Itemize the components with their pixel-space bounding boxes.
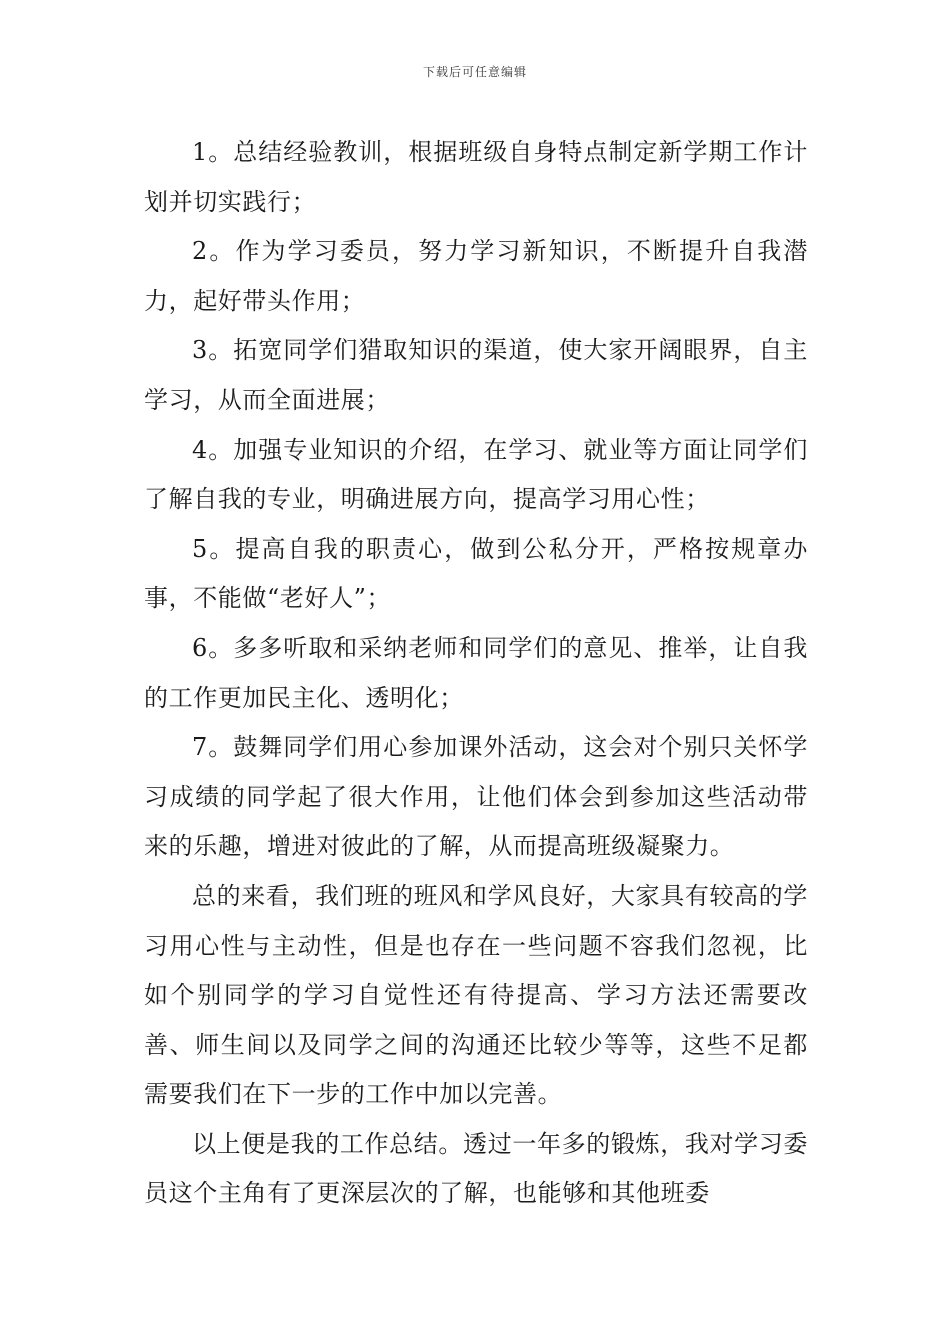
paragraph-item-6: 6。多多听取和采纳老师和同学们的意见、推举，让自我的工作更加民主化、透明化；	[144, 633, 808, 712]
summary-paragraph: 总的来看，我们班的班风和学风良好，大家具有较高的学习用心性与主动性，但是也存在一些问题不容我们忽视，比如个别同学的学习自觉性还有待提高、学习方法还需要改善、师生间以及同学之间的沟通还比较少等等，这些不足都需要我们在下一步的工作中加以完善。	[144, 881, 808, 1109]
paragraph-item-1: 1。总结经验教训，根据班级自身特点制定新学期工作计划并切实践行；	[144, 138, 808, 216]
paragraph-item-4: 4。加强专业知识的介绍，在学习、就业等方面让同学们了解自我的专业，明确进展方向，提高学习用心性；	[144, 435, 808, 514]
paragraph-item-3: 3。拓宽同学们猎取知识的渠道，使大家开阔眼界，自主学习，从而全面进展；	[144, 336, 808, 414]
paragraph-item-5: 5。提高自我的职责心，做到公私分开，严格按规章办事，不能做“老好人”；	[144, 534, 808, 613]
closing-paragraph: 以上便是我的工作总结。透过一年多的锻炼，我对学习委员这个主角有了更深层次的了解，也能够和其他班委	[144, 1129, 808, 1208]
paragraph-item-7: 7。鼓舞同学们用心参加课外活动，这会对个别只关怀学习成绩的同学起了很大作用，让他们体会到参加这些活动带来的乐趣，增进对彼此的了解，从而提高班级凝聚力。	[144, 733, 808, 861]
paragraph-item-2: 2。作为学习委员，努力学习新知识，不断提升自我潜力，起好带头作用；	[144, 237, 808, 315]
document-body	[144, 128, 808, 1219]
page-header: 下载后可任意编辑	[422, 65, 527, 79]
